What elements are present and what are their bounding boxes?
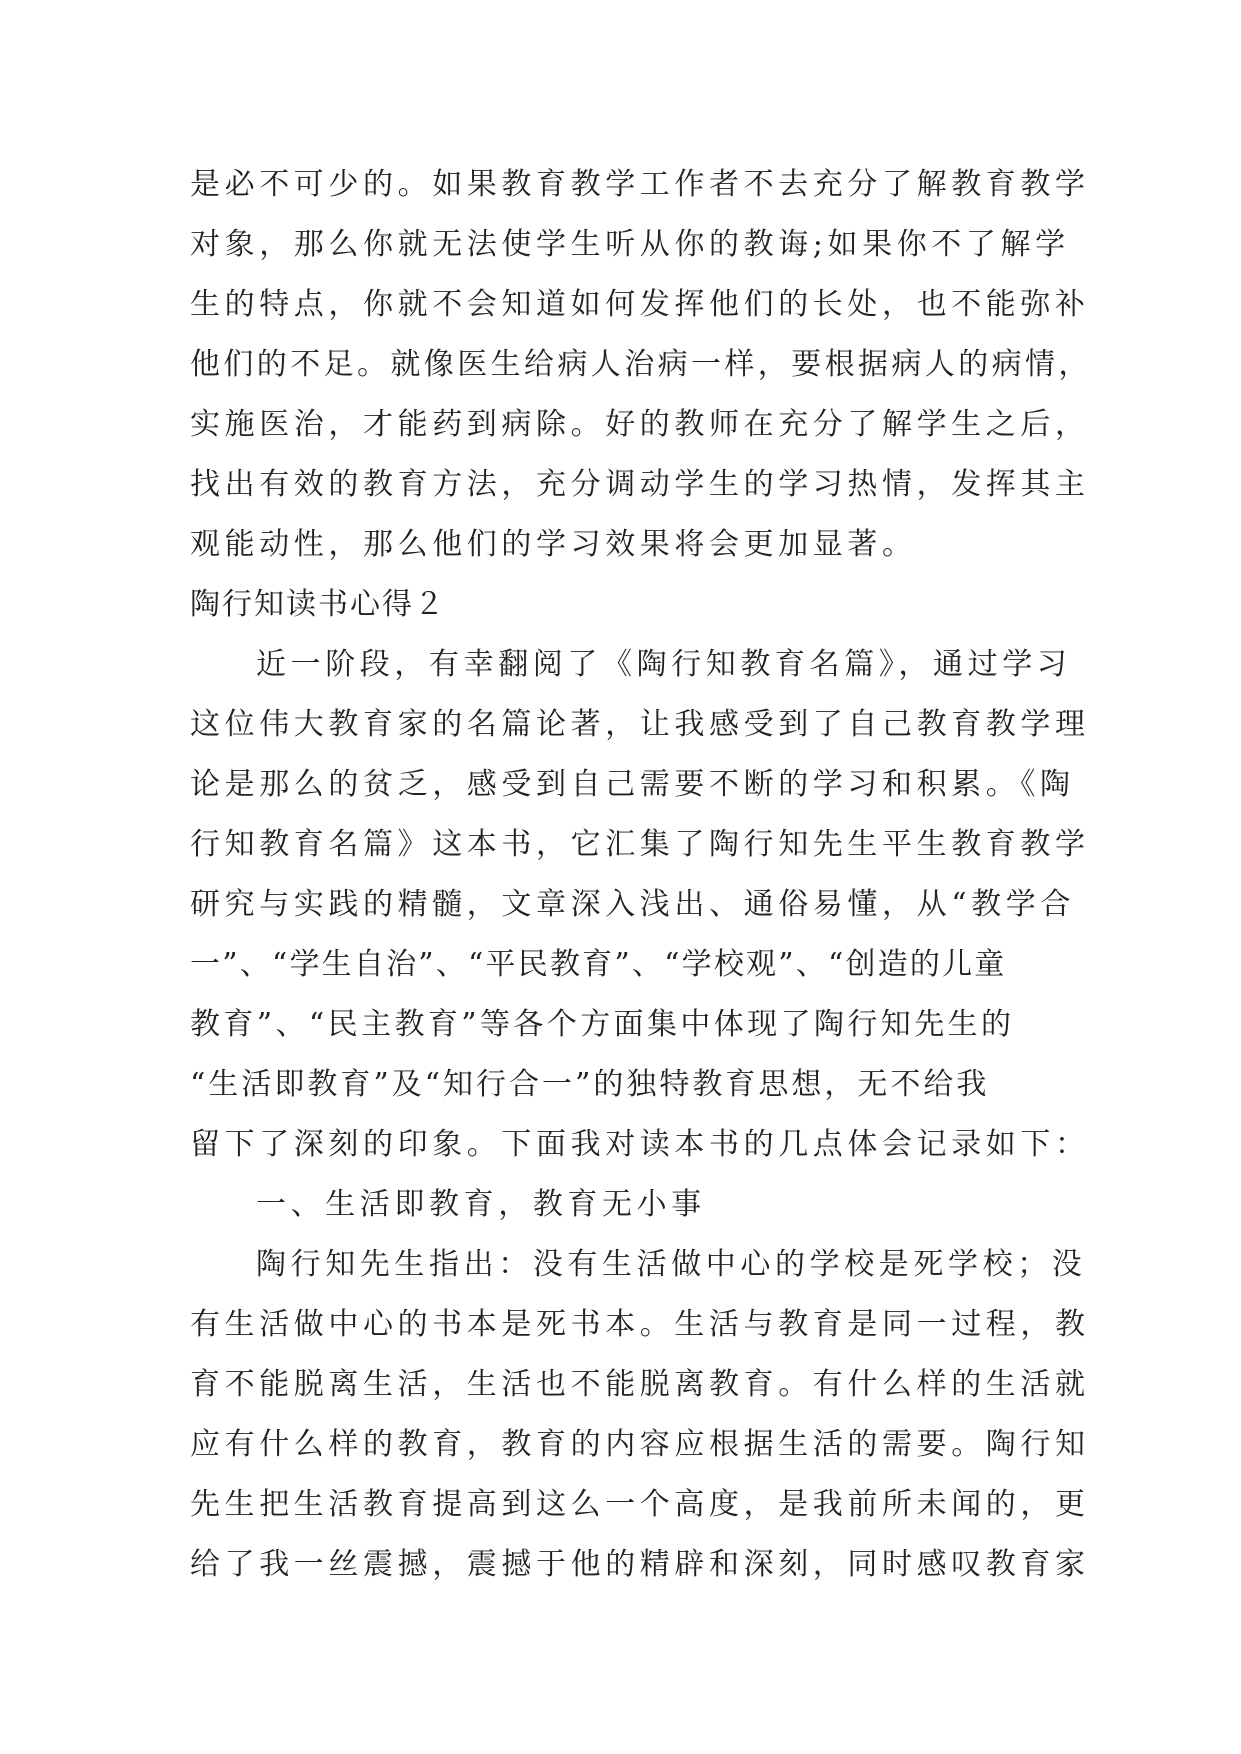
paragraph-line: 找出有效的教育方法，充分调动学生的学习热情，发挥其主 — [190, 467, 1090, 502]
paragraph-line: 是必不可少的。如果教育教学工作者不去充分了解教育教学 — [190, 167, 1090, 202]
paragraph-line: 观能动性，那么他们的学习效果将会更加显著。 — [190, 527, 917, 562]
paragraph-line: 实施医治，才能药到病除。好的教师在充分了解学生之后， — [190, 407, 1090, 442]
paragraph-line: 有生活做中心的书本是死书本。生活与教育是同一过程，教 — [190, 1307, 1090, 1342]
paragraph-line: 生的特点，你就不会知道如何发挥他们的长处，也不能弥补 — [190, 287, 1090, 322]
subheading: 一、生活即教育，教育无小事 — [256, 1187, 706, 1222]
paragraph-line: 先生把生活教育提高到这么一个高度，是我前所未闻的，更 — [190, 1487, 1090, 1522]
paragraph-line: 育不能脱离生活，生活也不能脱离教育。有什么样的生活就 — [190, 1367, 1090, 1402]
paragraph-line: 近一阶段，有幸翻阅了《陶行知教育名篇》，通过学习 — [256, 647, 1072, 682]
paragraph-line: “生活即教育”及“知行合一”的独特教育思想，无不给我 — [190, 1067, 990, 1102]
paragraph-line: 行知教育名篇》这本书，它汇集了陶行知先生平生教育教学 — [190, 827, 1090, 862]
paragraph-line: 一”、“学生自治”、“平民教育”、“学校观”、“创造的儿童 — [190, 947, 1007, 982]
paragraph-line: 这位伟大教育家的名篇论著，让我感受到了自己教育教学理 — [190, 707, 1090, 742]
paragraph-line: 留下了深刻的印象。下面我对读本书的几点体会记录如下： — [190, 1127, 1090, 1162]
paragraph-line: 教育”、“民主教育”等各个方面集中体现了陶行知先生的 — [190, 1007, 1015, 1042]
paragraph-line: 给了我一丝震撼，震撼于他的精辟和深刻，同时感叹教育家 — [190, 1547, 1090, 1582]
paragraph-line: 应有什么样的教育，教育的内容应根据生活的需要。陶行知 — [190, 1427, 1090, 1462]
paragraph-line: 他们的不足。就像医生给病人治病一样，要根据病人的病情， — [190, 347, 1092, 382]
paragraph-line: 陶行知先生指出：没有生活做中心的学校是死学校；没 — [256, 1247, 1087, 1282]
paragraph-line: 论是那么的贫乏，感受到自己需要不断的学习和积累。《陶 — [190, 767, 1075, 802]
paragraph-line: 对象，那么你就无法使学生听从你的教诲;如果你不了解学 — [190, 227, 1070, 262]
section-title: 陶行知读书心得２ — [190, 587, 446, 622]
paragraph-line: 研究与实践的精髓，文章深入浅出、通俗易懂，从“教学合 — [190, 887, 1075, 922]
